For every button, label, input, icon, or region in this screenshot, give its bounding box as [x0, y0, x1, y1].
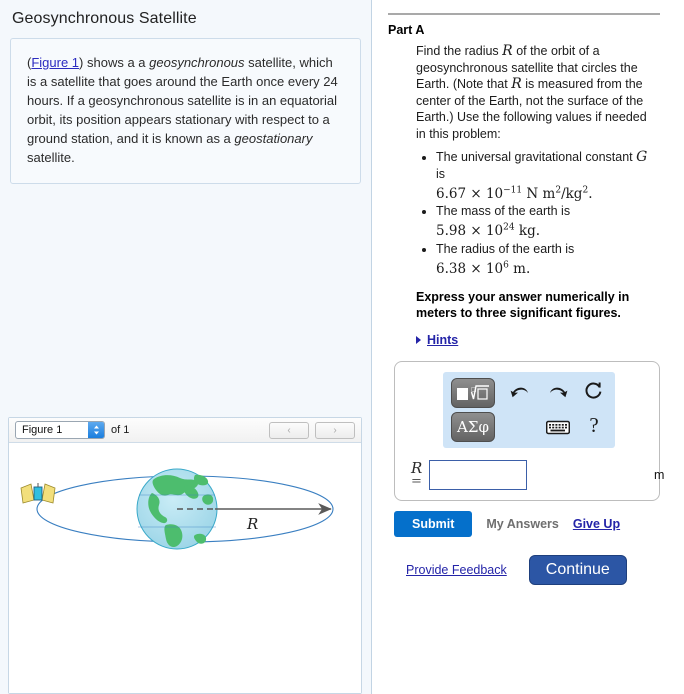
- constant-item: [436, 203, 648, 240]
- answer-entry-box: [394, 361, 665, 501]
- intro-post: ) shows a a: [79, 55, 150, 70]
- constant-text: The radius of the earth is: [436, 241, 575, 256]
- redo-icon[interactable]: [547, 382, 569, 404]
- constant-units-exp1: 2: [555, 185, 562, 195]
- constant-item: [436, 149, 648, 202]
- help-icon[interactable]: ?: [589, 412, 599, 437]
- undo-arrow-icon: [510, 384, 530, 402]
- constant-mantissa: 5.98 × 10: [436, 223, 504, 239]
- svg-text:□: □: [471, 386, 477, 393]
- figure-select-value: Figure 1: [22, 424, 63, 436]
- constant-units-mid: /kg: [561, 185, 583, 202]
- constant-tail: is: [436, 166, 446, 181]
- constant-units-pre: N m: [522, 185, 556, 202]
- constant-mantissa: 6.67 × 10: [436, 185, 504, 202]
- constant-units-exp2: 2: [582, 185, 589, 195]
- question-var-R-1: R: [502, 43, 513, 59]
- action-row: [394, 511, 668, 537]
- question-text: [416, 43, 648, 277]
- question-var-R-2: R: [511, 76, 522, 92]
- constant-mantissa: 6.38 × 10: [436, 260, 504, 277]
- intro-mid-1: satellite, which is a satellite that goes around the Earth once every 24 hours. If a geosynchronous satellite is in an equatorial orbit, its position appears stationary with respect to a ground station, and it is known as a: [27, 55, 338, 146]
- reset-icon[interactable]: [583, 380, 605, 402]
- question-part-3: is measured from the center of the Earth, not the surface of the Earth.) Use the following values if needed in this problem:: [416, 77, 647, 141]
- paren-open: (: [27, 55, 32, 70]
- footer-row: [406, 555, 668, 585]
- intro-emphasis-geosynchronous: geosynchronous: [149, 55, 245, 70]
- redo-arrow-icon: [548, 384, 568, 402]
- page-title: Geosynchronous Satellite: [12, 10, 197, 27]
- undo-icon[interactable]: [509, 382, 531, 404]
- figure-toolbar: [9, 418, 361, 443]
- submit-button[interactable]: Submit: [394, 511, 472, 537]
- constant-value: [436, 186, 592, 202]
- answer-equals-sign: =: [411, 474, 422, 489]
- figure-count-label: of 1: [111, 424, 130, 436]
- answer-input[interactable]: [429, 460, 527, 490]
- constant-exponent: 6: [503, 260, 509, 270]
- spinner-arrows-icon: [92, 424, 101, 436]
- sqrt-template-button[interactable]: [451, 378, 495, 408]
- hints-row[interactable]: [416, 333, 668, 347]
- satellite-orbit-diagram: [9, 443, 361, 693]
- answer-unit-label: m: [654, 468, 665, 482]
- math-palette: [443, 372, 615, 448]
- give-up-link[interactable]: Give Up: [572, 517, 621, 531]
- constant-text: The universal gravitational constant: [436, 150, 637, 164]
- constant-item: [436, 241, 648, 278]
- chevron-updown-icon[interactable]: [88, 422, 104, 438]
- intro-mid-2: satellite.: [27, 150, 75, 165]
- answer-row: [411, 459, 665, 490]
- continue-button[interactable]: Continue: [529, 555, 627, 585]
- figure-1-link[interactable]: Figure 1: [31, 55, 80, 70]
- keyboard-glyph-icon: [546, 420, 570, 435]
- part-a-heading: Part A: [388, 23, 425, 37]
- hints-link[interactable]: Hints: [427, 333, 459, 347]
- keyboard-icon[interactable]: [545, 418, 571, 436]
- constant-exponent: −11: [503, 185, 523, 195]
- constant-units-post: .: [588, 185, 593, 202]
- constant-units-pre: kg.: [514, 223, 540, 239]
- intro-box: [10, 38, 361, 184]
- answer-format-instruction: Express your answer numerically in meters to three significant figures.: [416, 290, 630, 320]
- figure-prev-button[interactable]: ‹: [269, 422, 309, 439]
- square-root-icon: [456, 383, 490, 403]
- constant-exponent: 24: [503, 222, 515, 233]
- constant-value: [436, 261, 530, 277]
- figure-canvas[interactable]: [9, 443, 361, 693]
- circular-refresh-icon: [584, 381, 604, 401]
- intro-text: [27, 53, 344, 167]
- my-answers-link[interactable]: My Answers: [486, 517, 559, 531]
- constant-value: [436, 223, 540, 239]
- radius-label: R: [247, 515, 259, 533]
- intro-emphasis-geostationary: geostationary: [234, 131, 313, 146]
- constant-symbol: G: [636, 149, 648, 165]
- answer-variable-label: [411, 459, 429, 489]
- figure-next-button[interactable]: ›: [315, 422, 355, 439]
- section-divider: [388, 13, 660, 15]
- constant-text: The mass of the earth is: [436, 204, 571, 218]
- satellite-icon: [21, 483, 55, 503]
- question-part-2: of the orbit of a geosynchronous satellite that circles the Earth. (Note that: [416, 44, 638, 91]
- figure-widget: [8, 417, 362, 694]
- constants-list: [416, 149, 648, 277]
- provide-feedback-link[interactable]: Provide Feedback: [406, 563, 507, 577]
- figure-select[interactable]: [15, 421, 105, 439]
- question-part-1: Find the radius: [416, 44, 503, 58]
- right-panel: [372, 0, 684, 694]
- figure-nav: [269, 422, 355, 439]
- greek-symbols-button[interactable]: ΑΣφ: [451, 412, 495, 442]
- triangle-right-icon: [416, 336, 421, 344]
- answer-var-symbol: R: [411, 459, 423, 477]
- constant-units-pre: m.: [508, 260, 531, 277]
